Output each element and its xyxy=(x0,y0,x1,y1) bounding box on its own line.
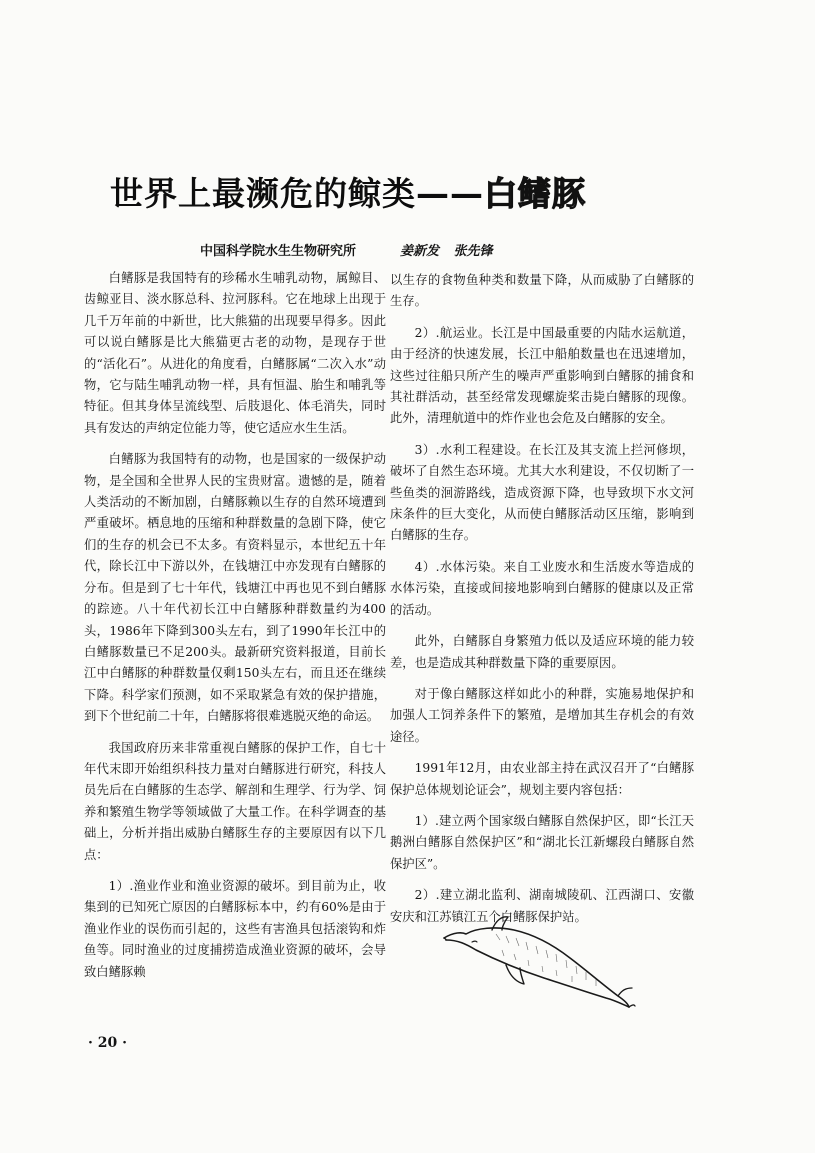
paragraph: 我国政府历来非常重视白鳍豚的保护工作，自七十年代末即开始组织科技力量对白鳍豚进行研究，科技人员先后在白鳍豚的生态学、解剖和生理学、行为学、饲养和繁殖生物学等领域做了大量工作。在科学调查的基础上，分析并指出威胁白鳍豚生存的主要原因有以下几点： xyxy=(84,740,386,862)
paragraph: 3）.水利工程建设。在长江及其支流上拦河修坝，破坏了自然生态环境。尤其大水利建设，不仅切断了一些鱼类的洄游路线，造成资源下降，也导致坝下水文河床条件的巨大变化，从而使白鳍豚活动区压缩，影响到白鳍豚的生存。 xyxy=(390,442,694,543)
paragraph: 1）.建立两个国家级白鳍豚自然保护区，即“长江天鹅洲白鳍豚自然保护区”和“湖北长江新螺段白鳍豚自然保护区”。 xyxy=(390,813,694,871)
baiji-dolphin-illustration xyxy=(436,910,636,1010)
paragraph: 白鳍豚为我国特有的动物，也是国家的一级保护动物，是全国和全世界人民的宝贵财富。遗憾的是，随着人类活动的不断加剧，白鳍豚赖以生存的自然环境遭到严重破坏。栖息地的压缩和种群数量的急剧下降，使它们的生存的机会已不太多。有资料显示，本世纪五十年代，除长江中下游以外，在钱塘江中亦发现有白鳍豚的分布。但是到了七十年代，钱塘江中再也见不到白鳍豚的踪迹。八十年代初长江中白鳍豚种群数量约为400头，1986年下降到300头左右，到了1990年长江中的白鳍豚数量已不足200头。最新研究资料报道，目前长江中白鳍豚的种群数量仅剩150头左右，而且还在继续下降。科学家们预测，如不采取紧急有效的保护措施，到下个世纪前二十年，白鳍豚将很难逃脱灭绝的命运。 xyxy=(84,452,386,724)
paragraph: 2）.航运业。长江是中国最重要的内陆水运航道，由于经济的快速发展，长江中船舶数量也在迅速增加，这些过往船只所产生的噪声严重影响到白鳍豚的捕食和其社群活动，甚至经常发现螺旋桨击毙白鳍豚的现像。此外，清理航道中的炸作业也会危及白鳍豚的安全。 xyxy=(390,325,694,426)
title-emphasis: 白鳍豚 xyxy=(484,174,586,213)
paragraph: 4）.水体污染。来自工业废水和生活废水等造成的水体污染，直接或间接地影响到白鳍豚的健康以及正常的活动。 xyxy=(390,559,694,617)
page-number: · 20 · xyxy=(88,1035,127,1051)
left-column xyxy=(84,268,386,993)
paragraph: 1）.渔业作业和渔业资源的破坏。到目前为止，收集到的已知死亡原因的白鳍豚标本中，约有60%是由于渔业作业的误伤而引起的，这些有害渔具包括滚钩和炸鱼等。同时渔业的过度捕捞造成渔业资源的破坏，会导致白鳍豚赖 xyxy=(84,878,386,979)
author-names: 姜新发 张先锋 xyxy=(400,244,493,259)
paragraph: 2）.建立湖北监利、湖南城陵矶、江西湖口、安徽安庆和江苏镇江五个白鳍豚保护站。 xyxy=(390,888,694,924)
right-column xyxy=(390,270,694,938)
paragraph: 1991年12月，由农业部主持在武汉召开了“白鳍豚保护总体规划论证会”，规划主要内容包括： xyxy=(390,761,694,797)
title-main: 世界上最濒危的鲸类—— xyxy=(110,174,484,213)
article-title xyxy=(110,168,730,220)
author-affiliation: 中国科学院水生生物研究所 xyxy=(200,244,357,259)
paragraph: 白鳍豚是我国特有的珍稀水生哺乳动物，属鲸目、齿鲸亚目、淡水豚总科、拉河豚科。它在地球上出现于几千万年前的中新世，比大熊猫的出现要早得多。因此可以说白鳍豚是比大熊猫更古老的动物，是现存于世的“活化石”。从进化的角度看，白鳍豚属“二次入水”动物，它与陆生哺乳动物一样，具有恒温、胎生和哺乳等特征。但其身体呈流线型、后肢退化、体毛消失，同时具有发达的声纳定位能力等，使它适应水生生活。 xyxy=(84,271,386,435)
paragraph: 以生存的食物鱼种类和数量下降，从而威胁了白鳍豚的生存。 xyxy=(390,273,694,309)
paragraph: 此外，白鳍豚自身繁殖力低以及适应环境的能力较差，也是造成其种群数量下降的重要原因。 xyxy=(390,634,694,670)
paragraph: 对于像白鳍豚这样如此小的种群，实施易地保护和加强人工饲养条件下的繁殖，是增加其生存机会的有效途径。 xyxy=(390,686,694,744)
